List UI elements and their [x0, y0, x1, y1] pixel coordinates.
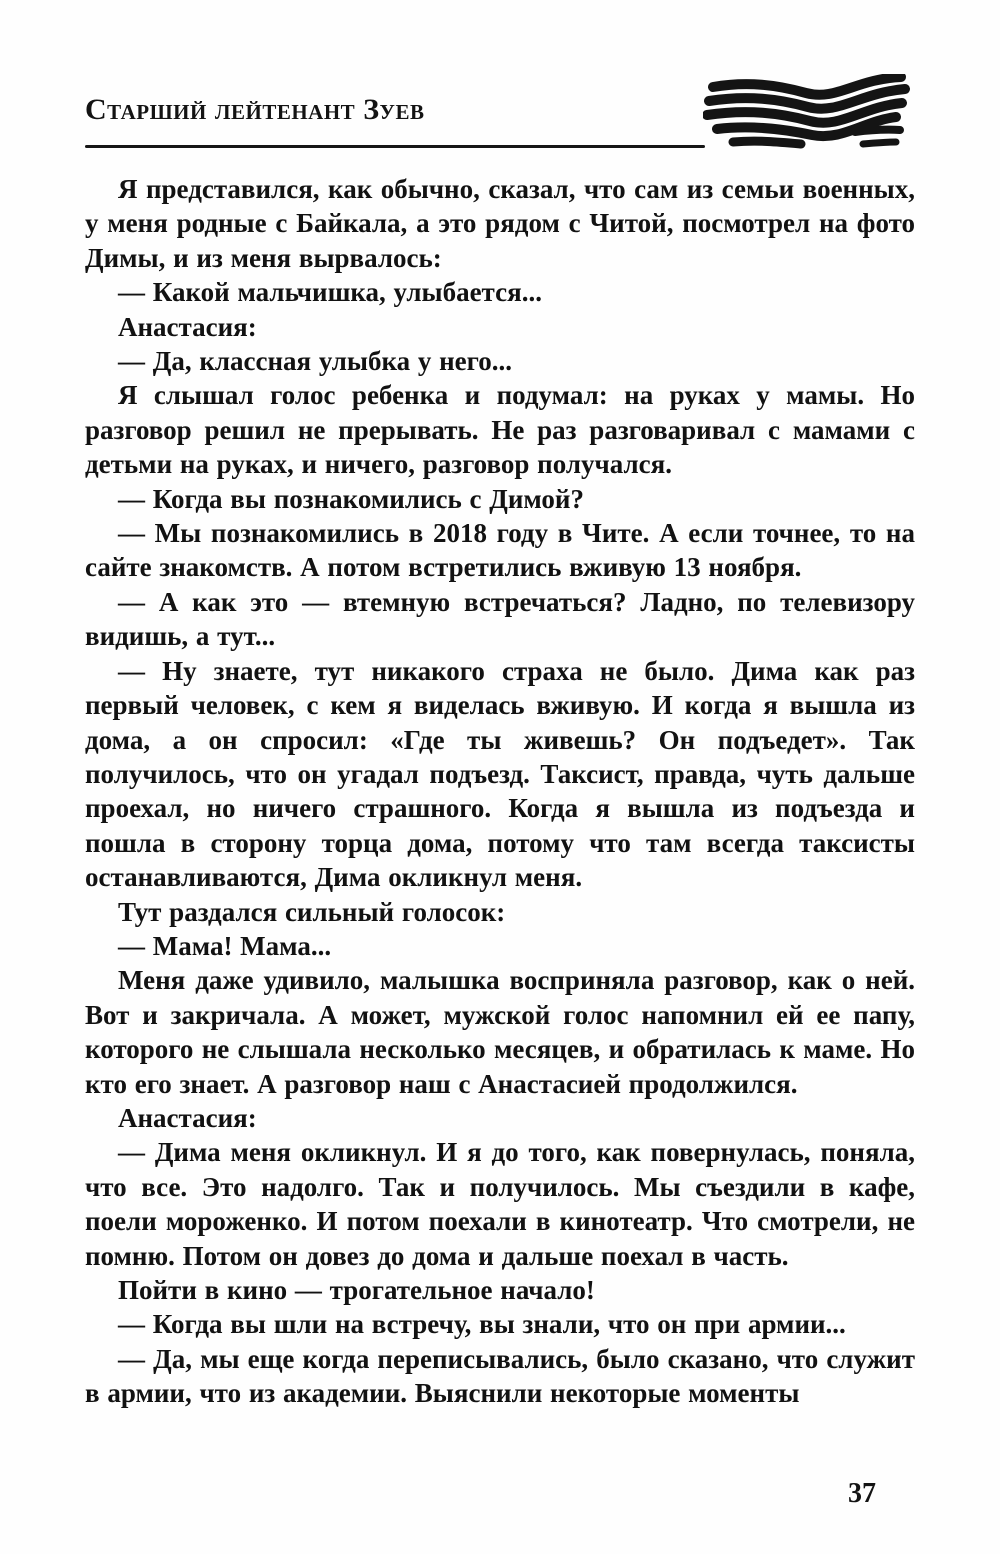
page-number: 37	[848, 1478, 876, 1509]
paragraph: — Когда вы познакомились с Димой?	[118, 483, 584, 514]
paragraph: Тут раздался сильный голосок:	[118, 896, 506, 927]
paragraph: — Ну знаете, тут никакого страха не было. Дима как раз первый человек, с кем я виделась вживую. И когда я вышла из дома, а он спросил: «Где ты живешь? Он подъедет». Так получилось, что он угадал подъезд. Таксист, правда, чуть дальше проехал, но ничего страшного. Когда я вышла из подъезда и пошла в сторону торца дома, потому что там всегда таксисты останавливаются, Дима окликнул меня.	[85, 655, 915, 893]
paragraph: — А как это — втемную встречаться? Ладно, по телевизору видишь, а тут...	[85, 586, 915, 652]
ribbon-ornament-icon	[703, 74, 911, 154]
paragraph: Анастасия:	[118, 311, 257, 342]
paragraph: Я представился, как обычно, сказал, что сам из семьи военных, у меня родные с Байкала, а это рядом с Читой, посмотрел на фото Димы, и из меня вырвалось:	[85, 174, 915, 273]
paragraph: — Когда вы шли на встречу, вы знали, что он при армии...	[118, 1309, 846, 1340]
paragraph: — Мы познакомились в 2018 году в Чите. А если точнее, то на сайте знакомств. А потом встретились вживую 13 ноября.	[85, 518, 915, 583]
paragraph: Пойти в кино — трогательное начало!	[118, 1275, 595, 1305]
body-text	[85, 172, 915, 1411]
paragraph: Я слышал голос ребенка и подумал: на руках у мамы. Но разговор решил не прерывать. Не раз разговаривал с мамами с детьми на руках, и ничего, разговор получался.	[85, 380, 915, 480]
running-header-title: Старший лейтенант Зуев	[85, 93, 425, 126]
paragraph: Анастасия:	[118, 1102, 257, 1133]
paragraph: — Да, классная улыбка у него...	[118, 346, 512, 377]
paragraph: — Дима меня окликнул. И я до того, как повернулась, поняла, что все. Это надолго. Так и получилось. Мы съездили в кафе, поели мороженко. И потом поехали в кинотеатр. Что смотрели, не помню. Потом он довез до дома и дальше поехал в часть.	[85, 1137, 915, 1271]
paragraph: Меня даже удивило, малышка восприняла разговор, как о ней. Вот и закричала. А может, мужской голос напомнил ей ее папу, которого не слышала несколько месяцев, и обратилась к маме. Но кто его знает. А разговор наш с Анастасией продолжился.	[85, 965, 915, 1099]
paragraph: — Какой мальчишка, улыбается...	[118, 277, 542, 308]
paragraph: — Мама! Мама...	[118, 930, 332, 961]
header-rule	[85, 145, 705, 148]
paragraph: — Да, мы еще когда переписывались, было сказано, что служит в армии, что из академии. Выяснили некоторые моменты	[85, 1343, 915, 1409]
